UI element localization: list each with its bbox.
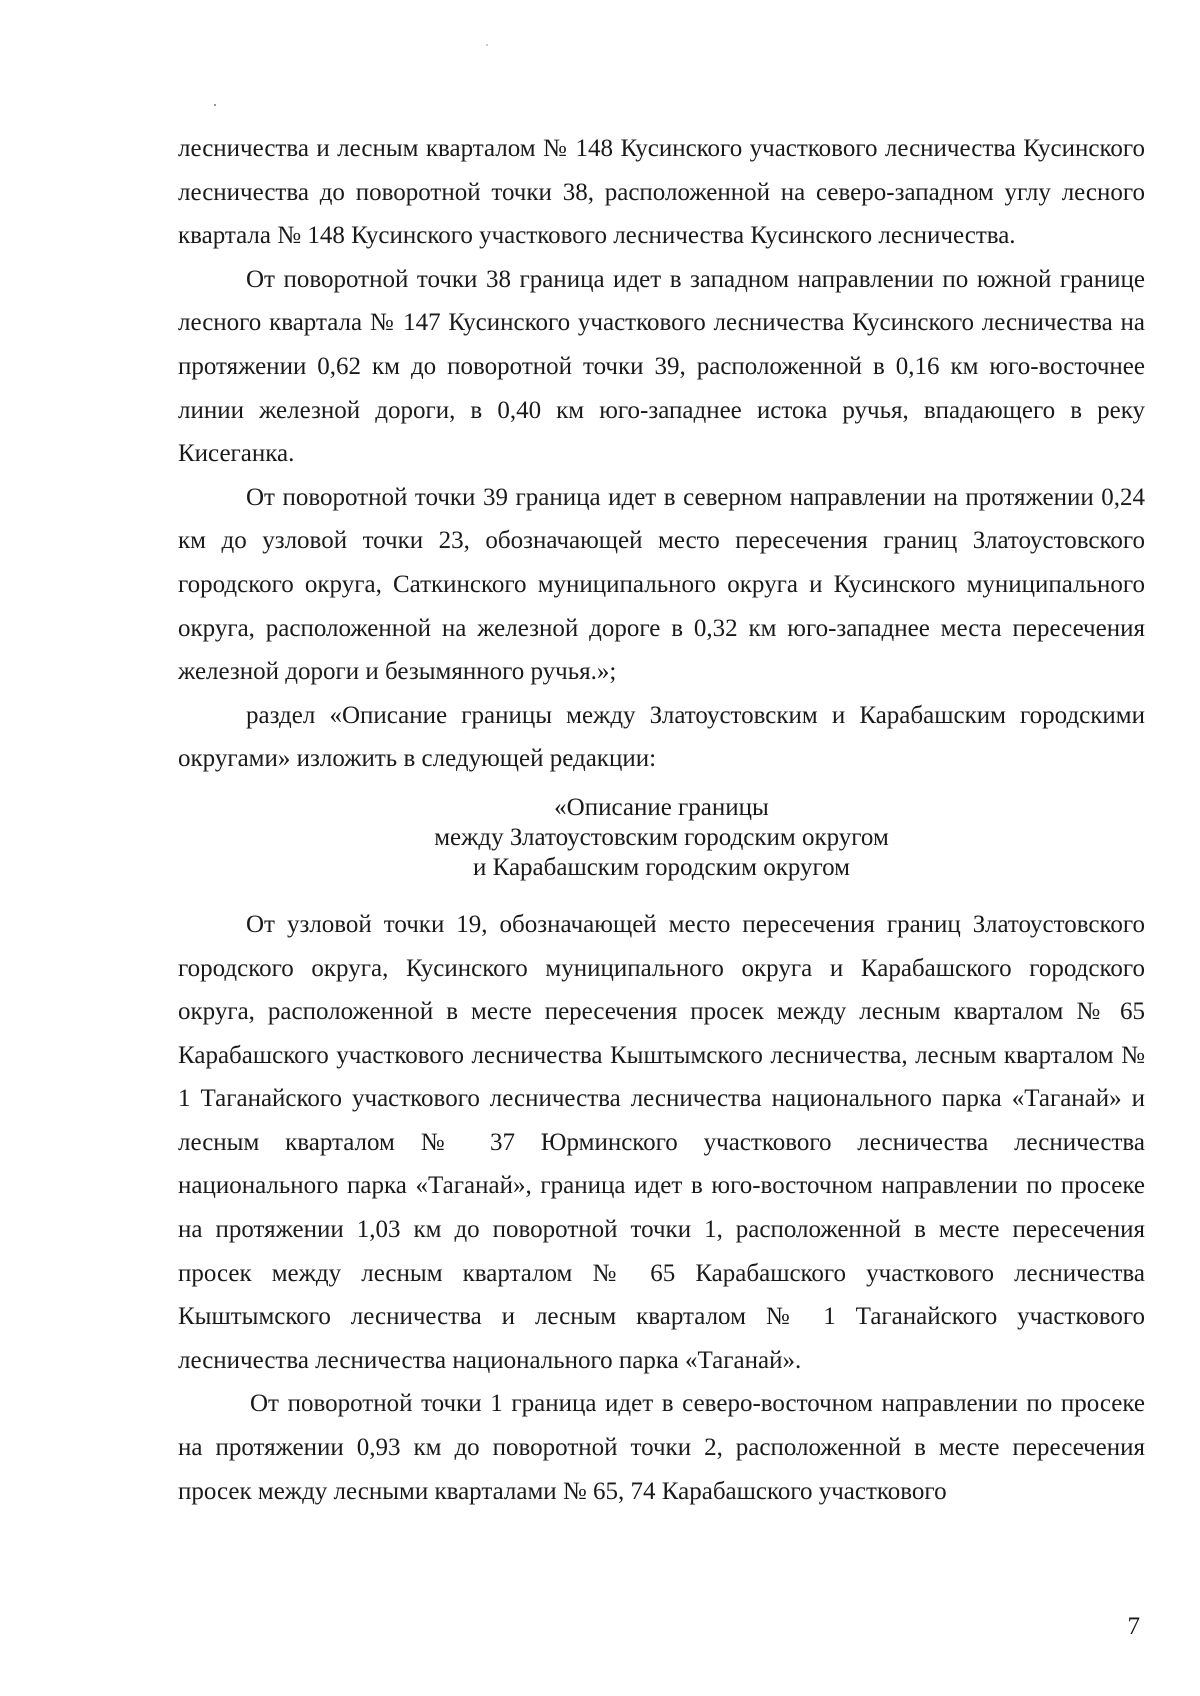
page-number: 7	[1127, 1613, 1140, 1640]
paragraph-point-39: От поворотной точки 39 граница идет в северном направлении на протяжении 0,24 км до узловой точки 23, обозначающей место пересечения границ Златоустовского городского округа, Саткинского муниципального округа и Кусинского муниципального округа, расположенной на железной дороге в 0,32 км юго-западнее места пересечения железной дороги и безымянного ручья.»;	[178, 483, 1145, 686]
section-heading-line-3: и Карабашским городским округом	[472, 853, 851, 881]
scan-speck	[214, 104, 216, 106]
section-heading-line-2: между Златоустовским городским округом	[434, 823, 889, 851]
scan-speck	[486, 44, 488, 46]
paragraph-point-19: От узловой точки 19, обозначающей место пересечения границ Златоустовского городского округа, Кусинского муниципального округа и Карабашского городского округа, расположенной в месте пересечения просек между лесным кварталом № 65 Карабашского участкового лесничества Кыштымского лесничества, лесным кварталом № 1 Таганайского участкового лесничества лесничества национального парка «Таганай» и лесным кварталом № 37 Юрминского участкового лесничества лесничества национального парка «Таганай», граница идет в юго-восточном направлении по просеке на протяжении 1,03 км до поворотной точки 1, расположенной в месте пересечения просек между лесным кварталом № 65 Карабашского участкового лесничества Кыштымского лесничества и лесным кварталом № 1 Таганайского участкового лесничества лесничества национального парка «Таганай».	[178, 910, 1145, 1374]
paragraph-continuation: лесничества и лесным кварталом № 148 Кусинского участкового лесничества Кусинского лесничества до поворотной точки 38, расположенной на северо-западном углу лесного квартала № 148 Кусинского участкового лесничества Кусинского лесничества.	[178, 135, 1145, 250]
section-heading	[178, 793, 1145, 883]
paragraph-point-38: От поворотной точки 38 граница идет в западном направлении по южной границе лесного квартала № 147 Кусинского участкового лесничества Кусинского лесничества на протяжении 0,62 км до поворотной точки 39, расположенной в 0,16 км юго-восточнее линии железной дороги, в 0,40 км юго-западнее истока ручья, впадающего в реку Кисеганка.	[178, 265, 1145, 468]
section-heading-line-1: «Описание границы	[554, 793, 769, 821]
paragraph-section-instruction: раздел «Описание границы между Златоустовским и Карабашским городскими округами» изложить в следующей редакции:	[178, 701, 1145, 773]
paragraph-point-1: От поворотной точки 1 граница идет в северо-восточном направлении по просеке на протяжении 0,93 км до поворотной точки 2, расположенной в месте пересечения просек между лесными кварталами № 65, 74 Карабашского участкового	[178, 1390, 1145, 1505]
body-text	[178, 127, 1145, 1513]
